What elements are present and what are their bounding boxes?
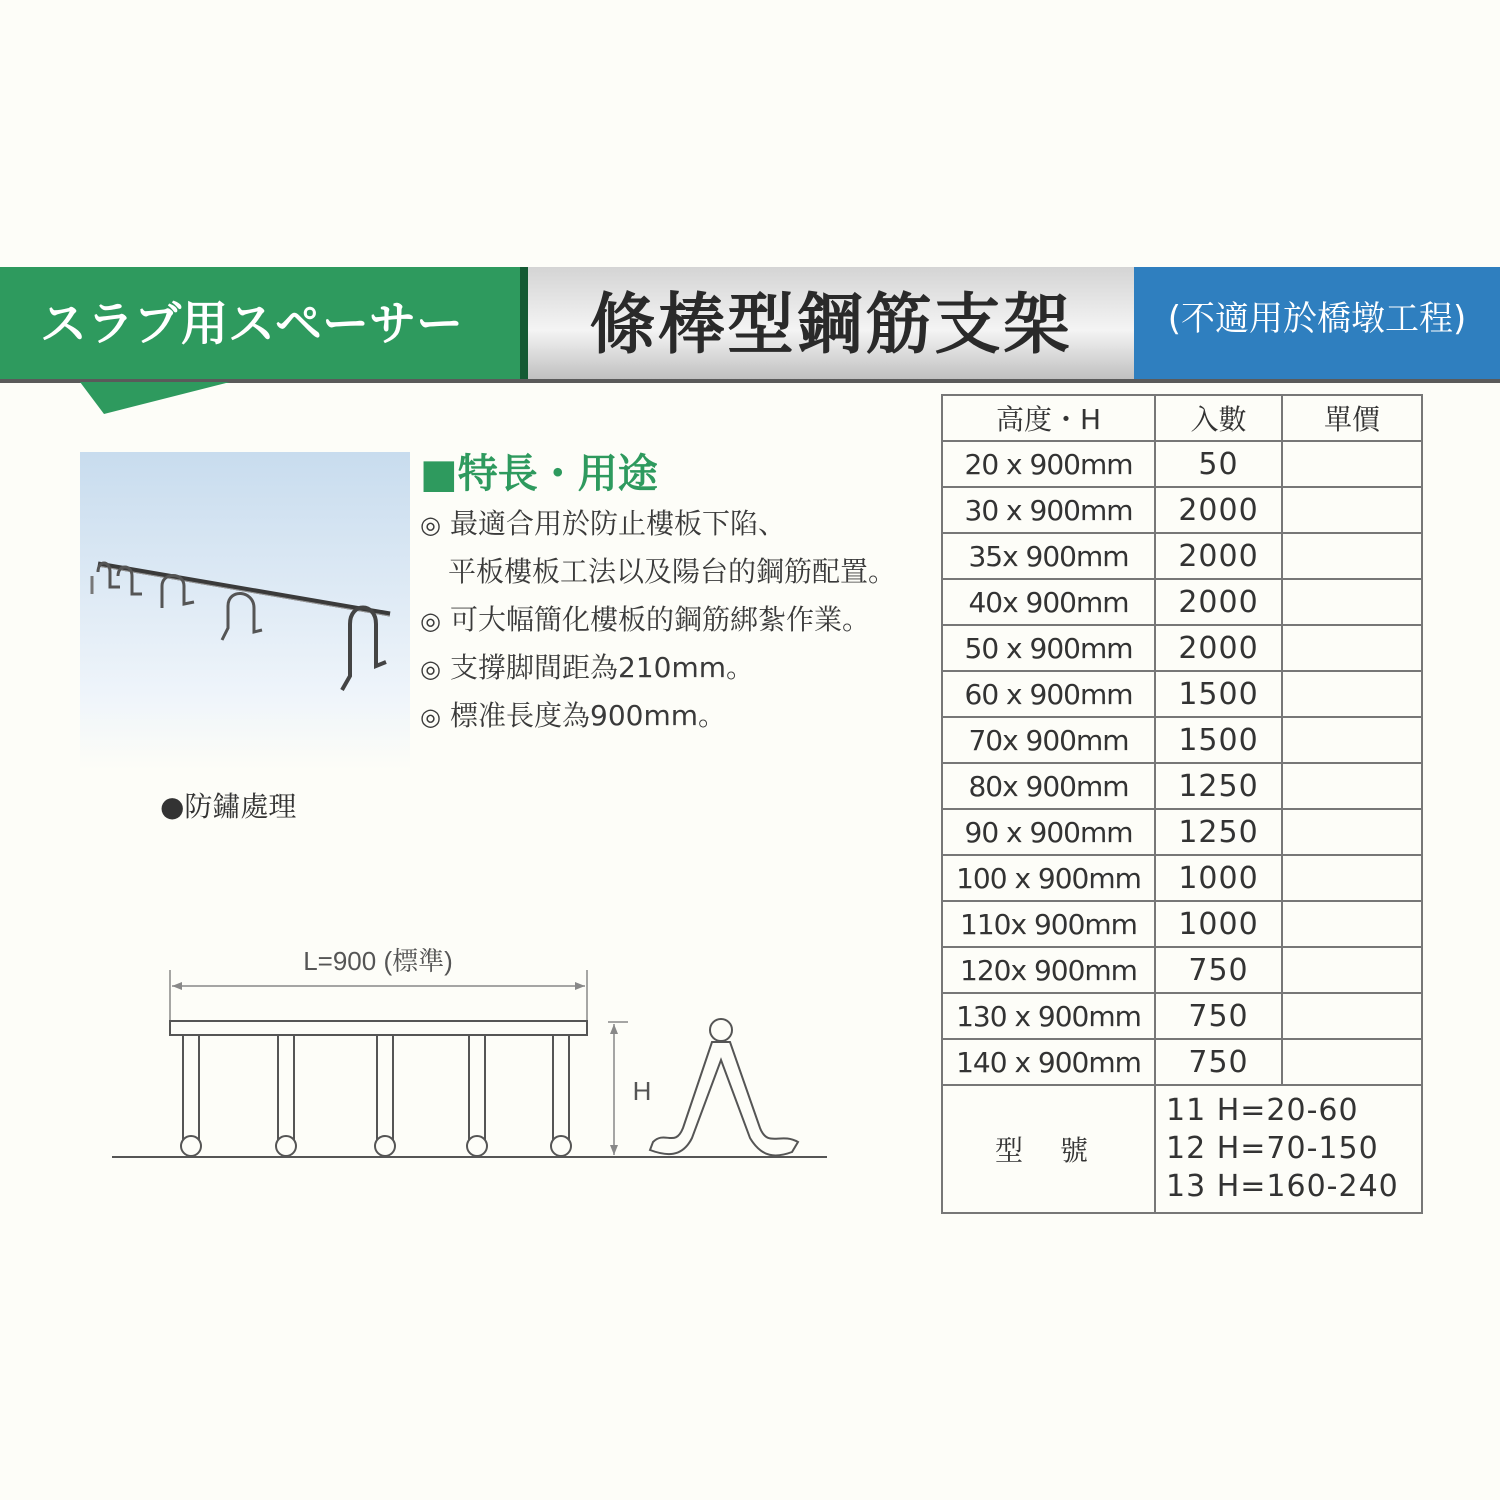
feature-line <box>420 500 940 548</box>
size-cell: 90 x 900mm <box>942 809 1155 855</box>
table-row <box>942 901 1422 947</box>
price-cell <box>1282 487 1422 533</box>
feature-text: 支撐脚間距為210mm。 <box>450 651 754 684</box>
model-number-row <box>942 1085 1422 1213</box>
size-cell: 120x 900mm <box>942 947 1155 993</box>
column-header-height: 高度・H <box>942 395 1155 441</box>
table-row <box>942 533 1422 579</box>
feature-text: 標准長度為900mm。 <box>450 699 726 732</box>
japanese-product-title: スラブ用スペーサー <box>0 267 520 382</box>
size-cell: 80x 900mm <box>942 763 1155 809</box>
quantity-cell: 1500 <box>1155 671 1282 717</box>
bullet-icon: ◎ <box>420 511 441 539</box>
size-cell: 35x 900mm <box>942 533 1155 579</box>
quantity-cell: 1000 <box>1155 855 1282 901</box>
product-photo <box>80 452 410 770</box>
spec-table <box>941 394 1423 1214</box>
title-banner <box>0 267 1500 382</box>
table-row <box>942 809 1422 855</box>
price-cell <box>1282 1039 1422 1085</box>
features-title: ■特長・用途 <box>420 451 658 497</box>
quantity-cell: 2000 <box>1155 579 1282 625</box>
table-row <box>942 947 1422 993</box>
price-cell <box>1282 671 1422 717</box>
price-cell <box>1282 533 1422 579</box>
quantity-cell: 2000 <box>1155 533 1282 579</box>
dimension-diagram <box>100 930 840 1180</box>
price-cell <box>1282 625 1422 671</box>
model-number-label: 型 號 <box>942 1085 1155 1213</box>
price-cell <box>1282 717 1422 763</box>
table-row <box>942 717 1422 763</box>
usage-restriction-note: (不適用於橋墩工程) <box>1134 267 1500 382</box>
quantity-cell: 750 <box>1155 1039 1282 1085</box>
feature-line <box>420 596 940 644</box>
size-cell: 110x 900mm <box>942 901 1155 947</box>
bar-spacer-illustration <box>80 452 410 770</box>
feature-text: 可大幅簡化樓板的鋼筋綁紮作業。 <box>450 603 871 636</box>
quantity-cell: 50 <box>1155 441 1282 487</box>
quantity-cell: 1500 <box>1155 717 1282 763</box>
model-number-list <box>1155 1085 1422 1213</box>
feature-line <box>420 692 940 740</box>
table-row <box>942 993 1422 1039</box>
height-label: H <box>632 1076 652 1106</box>
table-row <box>942 855 1422 901</box>
table-row <box>942 441 1422 487</box>
feature-line <box>420 548 940 596</box>
column-header-unit-price: 單價 <box>1282 395 1422 441</box>
product-title: 條棒型鋼筋支架 <box>528 267 1134 382</box>
spacer-legs <box>181 1035 571 1156</box>
price-cell <box>1282 809 1422 855</box>
quantity-cell: 1250 <box>1155 809 1282 855</box>
length-label: L=900 (標準) <box>303 946 453 976</box>
price-cell <box>1282 947 1422 993</box>
feature-line <box>420 644 940 692</box>
price-cell <box>1282 579 1422 625</box>
table-row <box>942 625 1422 671</box>
quantity-cell: 2000 <box>1155 487 1282 533</box>
quantity-cell: 750 <box>1155 993 1282 1039</box>
banner-divider <box>520 267 528 382</box>
size-cell: 40x 900mm <box>942 579 1155 625</box>
size-cell: 30 x 900mm <box>942 487 1155 533</box>
bullet-icon: ◎ <box>420 655 441 683</box>
table-row <box>942 487 1422 533</box>
price-cell <box>1282 901 1422 947</box>
quantity-cell: 1250 <box>1155 763 1282 809</box>
size-cell: 20 x 900mm <box>942 441 1155 487</box>
quantity-cell: 1000 <box>1155 901 1282 947</box>
feature-text: 最適合用於防止樓板下陷、 <box>450 507 787 540</box>
size-cell: 140 x 900mm <box>942 1039 1155 1085</box>
quantity-cell: 2000 <box>1155 625 1282 671</box>
table-row <box>942 671 1422 717</box>
model-number: 13 H=160-240 <box>1166 1169 1399 1204</box>
bullet-icon: ◎ <box>420 607 441 635</box>
size-cell: 130 x 900mm <box>942 993 1155 1039</box>
table-row <box>942 1039 1422 1085</box>
model-number: 11 H=20-60 <box>1166 1093 1359 1128</box>
price-cell <box>1282 441 1422 487</box>
size-cell: 60 x 900mm <box>942 671 1155 717</box>
price-cell <box>1282 763 1422 809</box>
leg-profile <box>650 1019 798 1155</box>
price-cell <box>1282 993 1422 1039</box>
features-section <box>420 448 940 740</box>
table-row <box>942 763 1422 809</box>
table-header-row <box>942 395 1422 441</box>
size-cell: 100 x 900mm <box>942 855 1155 901</box>
bullet-icon: ◎ <box>420 703 441 731</box>
price-cell <box>1282 855 1422 901</box>
size-cell: 50 x 900mm <box>942 625 1155 671</box>
size-cell: 70x 900mm <box>942 717 1155 763</box>
banner-tail-shape <box>80 382 240 416</box>
table-row <box>942 579 1422 625</box>
quantity-cell: 750 <box>1155 947 1282 993</box>
column-header-quantity: 入數 <box>1155 395 1282 441</box>
rust-proof-note: ●防鏽處理 <box>160 790 297 823</box>
model-number: 12 H=70-150 <box>1166 1131 1379 1166</box>
feature-text: 平板樓板工法以及陽台的鋼筋配置。 <box>448 555 897 588</box>
